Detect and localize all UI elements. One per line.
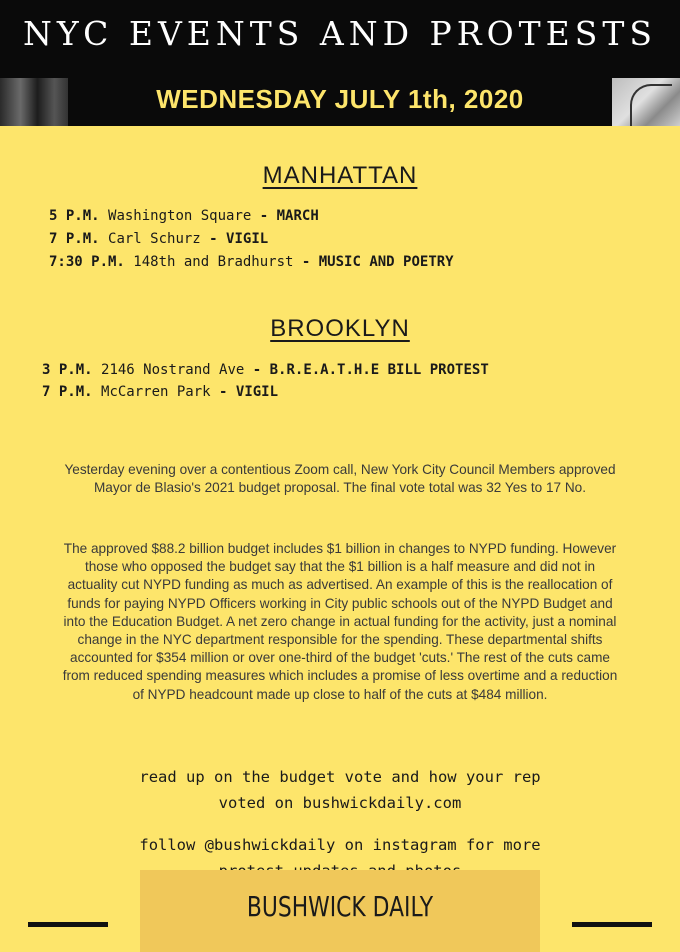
footer-divider-left bbox=[28, 922, 108, 927]
list-item bbox=[49, 208, 319, 224]
list-item bbox=[42, 384, 278, 400]
event-type: - MARCH bbox=[259, 208, 319, 224]
event-type: - VIGIL bbox=[209, 231, 269, 247]
event-time: 7 P.M. bbox=[49, 231, 100, 247]
article-paragraph-1: Yesterday evening over a contentious Zoom call, New York City Council Members approved Mayor de Blasio's 2021 budget proposal. The final vote total was 32 Yes to 17 No. bbox=[64, 462, 616, 496]
event-type: - VIGIL bbox=[219, 384, 279, 400]
bushwick-daily-logo: BUSHWICK DAILY bbox=[246, 890, 434, 923]
photo-strip-left bbox=[0, 78, 68, 126]
page-title: NYC EVENTS AND PROTESTS bbox=[23, 14, 657, 53]
event-time: 7:30 P.M. bbox=[49, 254, 125, 270]
list-item bbox=[49, 231, 268, 247]
event-time: 3 P.M. bbox=[42, 362, 93, 378]
event-place: 148th and Bradhurst bbox=[133, 254, 294, 270]
cta-line: read up on the budget vote and how your rep bbox=[139, 768, 541, 786]
event-time: 5 P.M. bbox=[49, 208, 100, 224]
budget-vote-cta bbox=[0, 764, 680, 816]
event-time: 7 P.M. bbox=[42, 384, 93, 400]
cta-line: voted on bushwickdaily.com bbox=[218, 794, 462, 812]
event-place: Carl Schurz bbox=[108, 231, 201, 247]
article-paragraph-2: The approved $88.2 billion budget includes $1 billion in changes to NYPD funding. However those who opposed the budget say that the $1 billion is a half measure and did not in actuality cut NYPD funding as much as advertised. An example of this is the reallocation of funds for paying NYPD Officers working in City public schools out of the NYPD Budget and into the Education Budget. A net zero change in actual funding for the activity, just a nominal change in the NYC department responsible for the spending. These departmental shifts accounted for $354 million or over one-third of the budget 'cuts.' The rest of the cuts came from reduced spending measures which includes a promise of less overtime and a reduction of NYPD headcount made up close to half of the cuts at $484 million. bbox=[62, 541, 618, 702]
cta-line: follow @bushwickdaily on instagram for more bbox=[139, 836, 541, 854]
list-item bbox=[42, 362, 489, 378]
event-date: WEDNESDAY JULY 1th, 2020 bbox=[156, 84, 524, 114]
event-place: Washington Square bbox=[108, 208, 252, 224]
footer-divider-right bbox=[572, 922, 652, 927]
brooklyn-heading: BROOKLYN bbox=[270, 315, 410, 342]
event-type: - MUSIC AND POETRY bbox=[301, 254, 454, 270]
event-place: 2146 Nostrand Ave bbox=[101, 362, 245, 378]
event-place: McCarren Park bbox=[101, 384, 211, 400]
manhattan-heading: MANHATTAN bbox=[262, 162, 418, 189]
list-item bbox=[49, 254, 454, 270]
event-type: - B.R.E.A.T.H.E BILL PROTEST bbox=[252, 362, 489, 378]
photo-strip-right bbox=[612, 78, 680, 126]
